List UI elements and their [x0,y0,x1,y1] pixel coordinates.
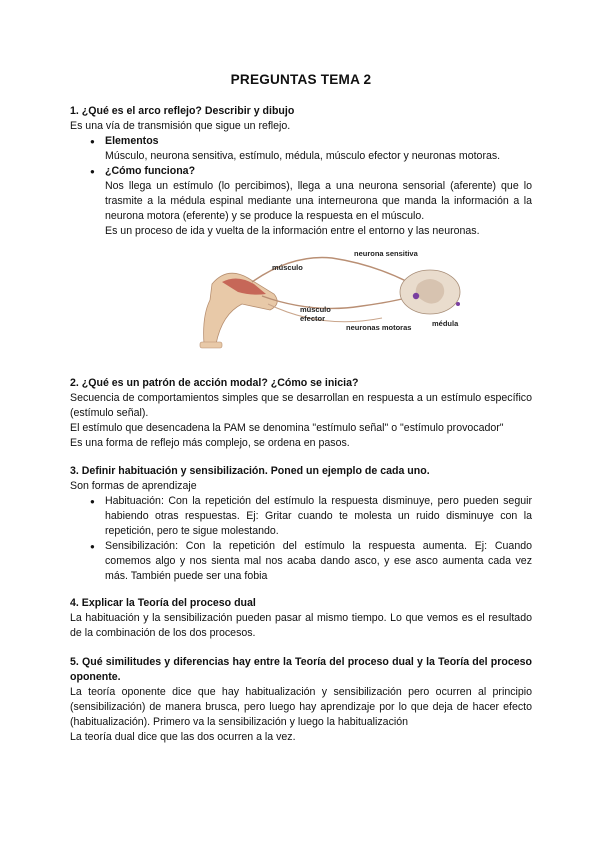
motor-nerve [262,296,414,308]
q3-intro: Son formas de aprendizaje [70,480,197,492]
q1-elements-label: ● Elementos [105,135,159,147]
q2-heading: 2. ¿Qué es un patrón de acción modal? ¿Cómo se inicia? [70,377,359,389]
q1-how-text2: Es un proceso de ida y vuelta de la información entre el entorno y las neuronas. [105,225,480,237]
list-item: ● Habituación: Con la repetición del estímulo la respuesta disminuye, pero pueden seguir habiendo otras respuestas. Ej: Gritar cuando te molesta un ruido disminuye con la repetición, pero te sigue molestando. [70,494,532,539]
q1-intro: Es una vía de transmisión que sigue un reflejo. [70,120,291,132]
section-q5 [70,655,532,745]
q1-heading: 1. ¿Qué es el arco reflejo? Describir y dibujo [70,105,295,117]
section-q1 [70,104,532,239]
list-item: ● Sensibilización: Con la repetición del estímulo la respuesta aumenta. Ej: Cuando comemos algo y nos sienta mal nos acaba dando asco, y ese asco aumenta cada vez más. También puede ser una fobia [70,539,532,584]
section-q3 [70,464,532,584]
q1-list [70,134,532,239]
section-q4 [70,596,532,641]
q2-p3: Es una forma de reflejo más complejo, se ordena en pasos. [70,437,350,449]
interneuron [413,293,419,299]
label-musculo: músculo [272,263,303,272]
section-q2 [70,376,532,451]
q4-heading: 4. Explicar la Teoría del proceso dual [70,597,256,609]
q4-p1: La habituación y la sensibilización pueden pasar al mismo tiempo. Lo que vemos es el resultado de la combinación de los dos procesos. [70,612,532,639]
label-sensitiva: neurona sensitiva [354,249,418,258]
q5-heading: 5. Qué similitudes y diferencias hay entre la Teoría del proceso dual y la Teoría del proceso oponente. [70,656,532,683]
q1-elements-text: Músculo, neurona sensitiva, estímulo, médula, músculo efector y neuronas motoras. [105,150,501,162]
q2-p2: El estímulo que desencadena la PAM se denomina "estímulo señal" o "estímulo provocador" [70,422,504,434]
page-title: PREGUNTAS TEMA 2 [230,72,372,87]
ganglion [456,302,460,306]
q5-p1: La teoría oponente dice que hay habitualización y sensibilización pero ocurren al principio (sensibilización) de manera brusca, pero luego hay aprendizaje por lo que deja de hacer efecto (habitualización). Primero va la sensibilización y luego la habitualización [70,686,532,728]
reflex-arc-figure [182,244,478,352]
list-item [70,164,532,239]
reflex-arc-illustration [182,244,478,352]
q1-how-text: Nos llega un estímulo (lo percibimos), llega a una neurona sensorial (aferente) que lo trasmite a la médula espinal mediante una interneurona que manda la información a la neurona motora (eferente) y se produce la respuesta en el músculo. [105,180,532,222]
list-item [70,134,532,164]
q1-how-label: ● ¿Cómo funciona? [105,165,196,177]
q3-list [70,494,532,584]
foot-shape [200,342,222,348]
q3-heading: 3. Definir habituación y sensibilización. Poned un ejemplo de cada uno. [70,465,430,477]
label-motoras: neuronas motoras [346,323,412,332]
q2-p1: Secuencia de comportamientos simples que se desarrollan en respuesta a un estímulo específico (estímulo señal). [70,392,532,419]
label-medula: médula [432,319,459,328]
q5-p2: La teoría dual dice que las dos ocurren a la vez. [70,731,296,743]
label-efector-2: efector [300,314,326,323]
label-efector-1: músculo [300,305,331,314]
